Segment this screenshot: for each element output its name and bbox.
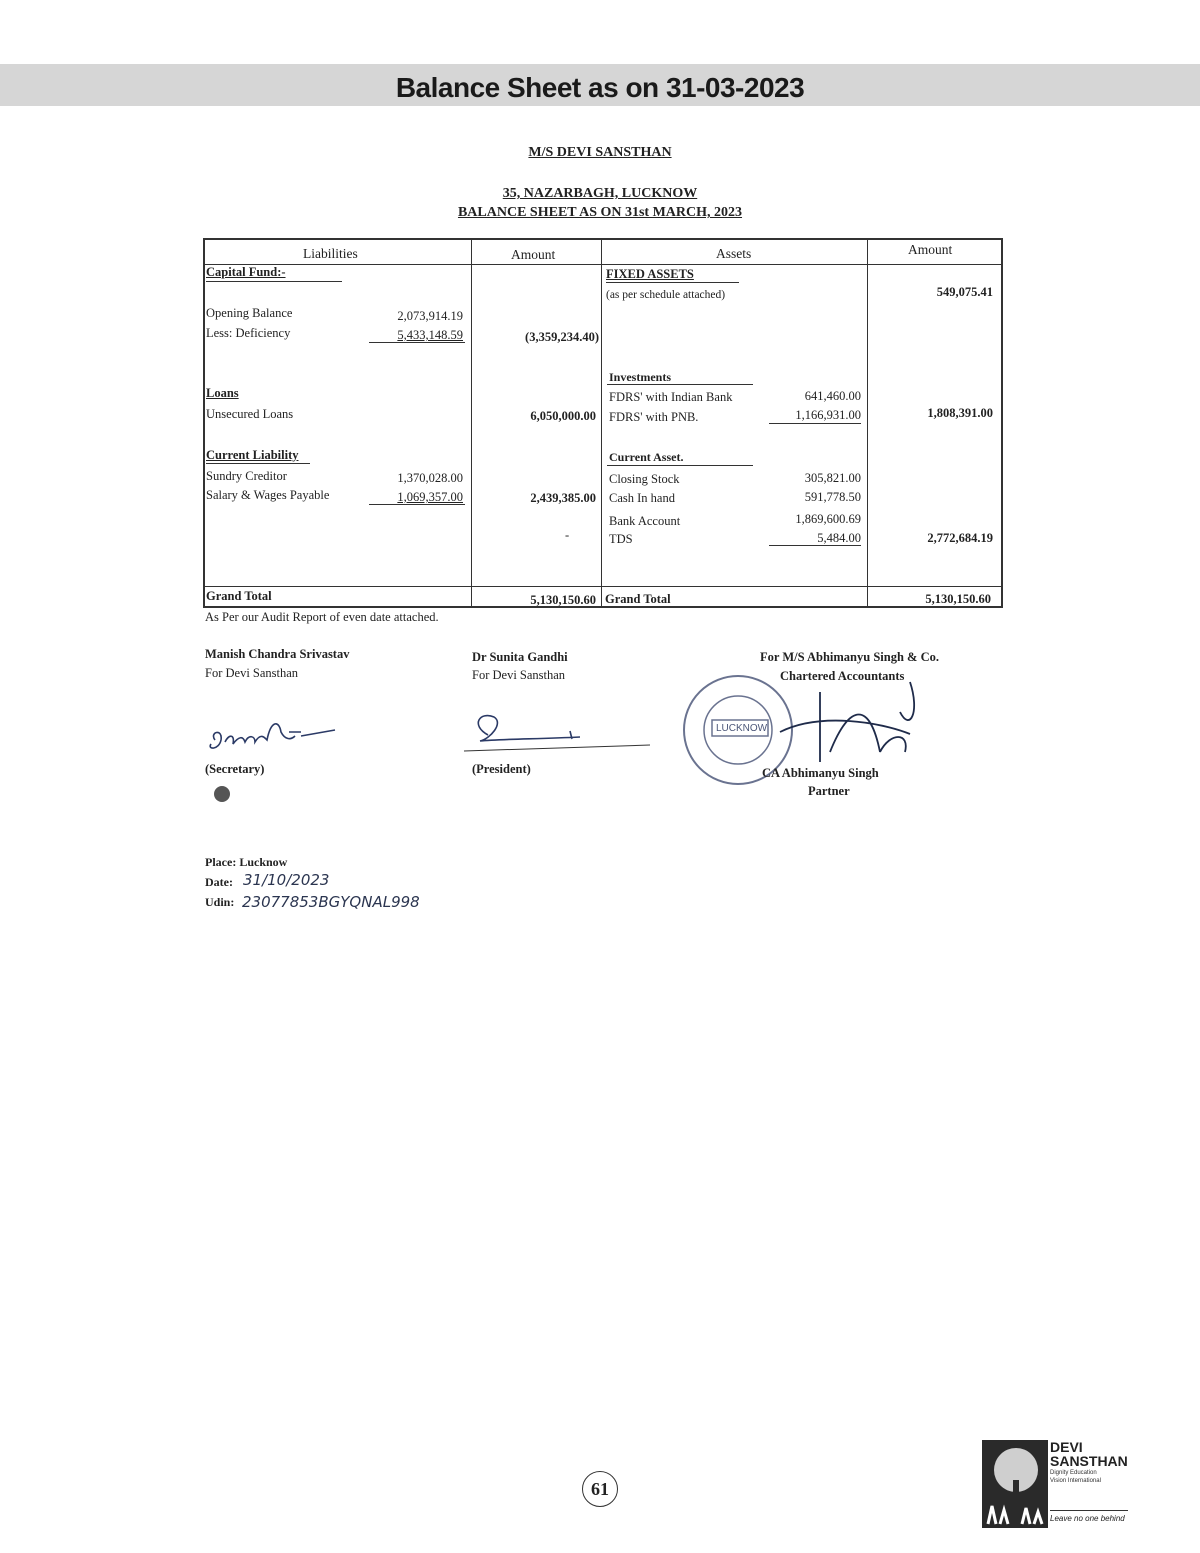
secretary-name: Manish Chandra Srivastav	[205, 647, 350, 661]
header-divider	[203, 264, 1003, 265]
investments-heading: Investments	[609, 370, 671, 384]
org-name: M/S DEVI SANSTHAN	[528, 145, 672, 160]
opening-balance-value: 2,073,914.19	[397, 309, 463, 323]
cash-in-hand-label: Cash In hand	[609, 491, 675, 505]
president-name: Dr Sunita Gandhi	[472, 650, 568, 664]
auditor-role: Partner	[808, 784, 850, 798]
salary-wages-label: Salary & Wages Payable	[206, 488, 330, 502]
fixed-assets-total: 549,075.41	[936, 285, 993, 299]
udin-value: 23077853BGYQNAL998	[242, 893, 420, 911]
col-sep-3	[867, 238, 868, 608]
bank-account-label: Bank Account	[609, 514, 681, 528]
logo-slogan: Leave no one behind	[1050, 1514, 1125, 1523]
auditor-name: CA Abhimanyu Singh	[762, 766, 879, 780]
grand-total-assets: 5,130,150.60	[925, 592, 991, 606]
current-liability-underline	[206, 463, 310, 464]
auditor-firm: For M/S Abhimanyu Singh & Co.	[760, 650, 939, 664]
current-liability-heading: Current Liability	[206, 448, 299, 462]
col-header-amount-assets: Amount	[908, 242, 953, 257]
tds-label: TDS	[609, 532, 633, 546]
table-border-right	[1001, 238, 1003, 608]
logo-divider	[1050, 1510, 1128, 1511]
page-title: Balance Sheet as on 31-03-2023	[395, 72, 805, 103]
logo-name-line1: DEVI	[1050, 1439, 1083, 1455]
fdr-underline	[769, 423, 861, 424]
page-number: 61	[582, 1471, 618, 1507]
grand-total-label-assets: Grand Total	[605, 592, 671, 606]
logo-tagline2: Vision International	[1050, 1478, 1101, 1484]
fixed-assets-note: (as per schedule attached)	[606, 289, 726, 301]
president-role: (President)	[472, 762, 531, 776]
fdr-pnb-value: 1,166,931.00	[795, 408, 861, 422]
current-liability-total: 2,439,385.00	[530, 491, 596, 505]
deficiency-underline	[369, 342, 465, 343]
logo-name-line2: SANSTHAN	[1050, 1453, 1128, 1469]
salary-wages-value: 1,069,357.00	[397, 490, 463, 504]
col-header-amount-liabilities: Amount	[511, 247, 556, 262]
less-deficiency-value: 5,433,148.59	[397, 328, 463, 342]
col-sep-1	[471, 238, 472, 608]
date-value: 31/10/2023	[243, 871, 330, 889]
president-for: For Devi Sansthan	[472, 668, 566, 682]
investments-total: 1,808,391.00	[927, 406, 993, 420]
secretary-for: For Devi Sansthan	[205, 666, 299, 680]
current-asset-underline	[607, 465, 753, 466]
audit-note: As Per our Audit Report of even date attached.	[205, 610, 439, 624]
current-asset-heading: Current Asset.	[609, 450, 684, 464]
grand-total-label-liabilities: Grand Total	[206, 589, 272, 603]
opening-balance-label: Opening Balance	[206, 306, 293, 320]
fdr-pnb-label: FDRS' with PNB.	[609, 410, 699, 424]
auditor-type: Chartered Accountants	[780, 669, 905, 683]
capital-fund-heading: Capital Fund:-	[206, 265, 286, 279]
table-border-left	[203, 238, 205, 608]
auditor-signature	[760, 672, 930, 772]
punch-hole-mark	[214, 786, 230, 802]
sundry-creditor-value: 1,370,028.00	[397, 471, 463, 485]
tds-value: 5,484.00	[817, 531, 861, 545]
sundry-creditor-label: Sundry Creditor	[206, 469, 287, 483]
secretary-signature	[205, 710, 345, 760]
logo-tagline1: Dignity Education	[1050, 1470, 1097, 1476]
balance-sheet-table	[203, 238, 1003, 608]
closing-stock-label: Closing Stock	[609, 472, 680, 486]
sheet-title: BALANCE SHEET AS ON 31st MARCH, 2023	[457, 205, 743, 220]
fdr-indian-bank-value: 641,460.00	[804, 389, 861, 403]
empty-amount-dash: -	[565, 528, 570, 542]
grand-total-liabilities: 5,130,150.60	[530, 593, 596, 607]
less-deficiency-label: Less: Deficiency	[206, 326, 291, 340]
org-address: 35, NAZARBAGH, LUCKNOW	[502, 186, 698, 201]
fixed-assets-heading: FIXED ASSETS	[606, 267, 694, 281]
table-border-top	[203, 238, 1003, 240]
investments-underline	[607, 384, 753, 385]
place-text: Place: Lucknow	[205, 855, 288, 869]
col-header-liabilities: Liabilities	[303, 246, 358, 261]
tree-logo-icon	[982, 1440, 1048, 1528]
cash-in-hand-value: 591,778.50	[804, 490, 861, 504]
stamp-city: LUCKNOW	[716, 723, 768, 734]
capital-fund-total: (3,359,234.40)	[525, 330, 599, 344]
current-asset-sum-underline	[769, 545, 861, 546]
fixed-assets-underline	[606, 282, 739, 283]
closing-stock-value: 305,821.00	[804, 471, 861, 485]
secretary-role: (Secretary)	[205, 762, 265, 776]
current-asset-total: 2,772,684.19	[927, 531, 993, 545]
col-header-assets: Assets	[716, 246, 752, 261]
president-signature	[460, 705, 660, 760]
date-label: Date:	[205, 875, 233, 889]
salary-underline	[369, 504, 465, 505]
capital-fund-underline	[206, 281, 342, 282]
total-divider	[203, 586, 1003, 587]
udin-label: Udin:	[205, 895, 235, 909]
loans-heading: Loans	[206, 386, 239, 400]
fdr-indian-bank-label: FDRS' with Indian Bank	[609, 390, 733, 404]
unsecured-loans-label: Unsecured Loans	[206, 407, 294, 421]
col-sep-2	[601, 238, 602, 608]
unsecured-loans-total: 6,050,000.00	[530, 409, 596, 423]
bank-account-value: 1,869,600.69	[795, 512, 861, 526]
